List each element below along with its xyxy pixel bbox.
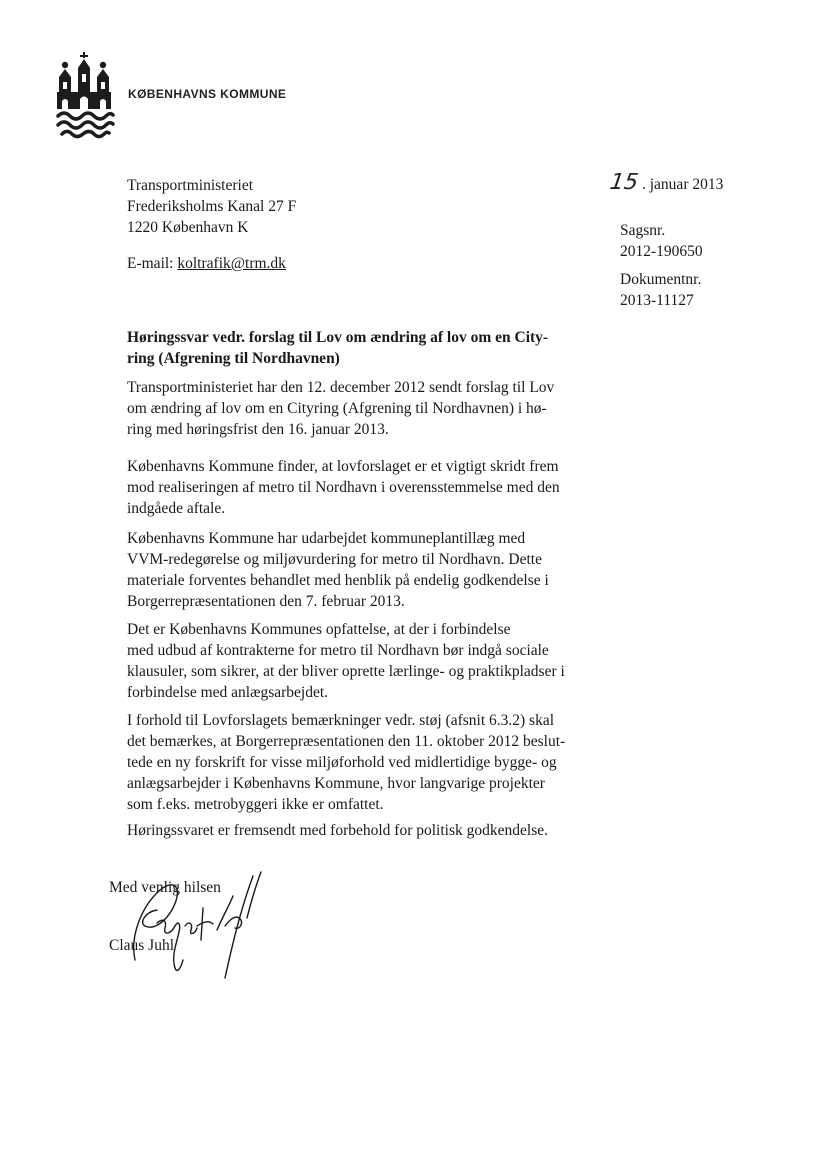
- document-number: 2013-11127: [620, 292, 694, 309]
- email-label: E-mail:: [127, 255, 174, 272]
- recipient-email: [127, 255, 286, 273]
- paragraph-line: ring med høringsfrist den 16. januar 2013.: [127, 421, 389, 438]
- paragraph-line: Det er Københavns Kommunes opfattelse, at der i forbindelse: [127, 621, 511, 638]
- body-paragraph: [127, 528, 607, 612]
- paragraph-line: I forhold til Lovforslagets bemærkninger vedr. støj (afsnit 6.3.2) skal: [127, 712, 555, 729]
- date-month-year: . januar 2013: [642, 176, 724, 193]
- paragraph-line: materiale forventes behandlet med henblik på endelig godkendelse i: [127, 572, 549, 589]
- body-paragraph: [127, 377, 607, 440]
- paragraph-line: klausuler, som sikrer, at der bliver oprette lærlinge- og praktikpladser i: [127, 663, 565, 680]
- recipient-line: Transportministeriet: [127, 177, 254, 194]
- paragraph-line: med udbud af kontrakterne for metro til Nordhavn bør indgå sociale: [127, 642, 549, 659]
- paragraph-line: Københavns Kommune finder, at lovforslaget er et vigtigt skridt frem: [127, 458, 559, 475]
- letter-subject: [127, 327, 597, 369]
- paragraph-line: anlægsarbejder i Københavns Kommune, hvor langvarige projekter: [127, 775, 545, 792]
- organization-name: KØBENHAVNS KOMMUNE: [128, 87, 287, 101]
- paragraph-line: tede en ny forskrift for visse miljøforhold ved midlertidige bygge- og: [127, 754, 557, 771]
- paragraph-line: om ændring af lov om en Cityring (Afgrening til Nordhavnen) i hø-: [127, 400, 547, 417]
- recipient-address: [127, 175, 296, 238]
- document-number-block: [620, 269, 701, 311]
- paragraph-line: mod realiseringen af metro til Nordhavn i overensstemmelse med den: [127, 479, 560, 496]
- paragraph-line: indgåede aftale.: [127, 500, 226, 517]
- paragraph-line: det bemærkes, at Borgerrepræsentationen den 11. oktober 2012 beslut-: [127, 733, 566, 750]
- body-paragraph: [127, 619, 607, 703]
- email-link[interactable]: koltrafik@trm.dk: [177, 255, 286, 272]
- subject-line: Høringssvar vedr. forslag til Lov om ændring af lov om en City-: [127, 329, 549, 346]
- closing-greeting: Med venlig hilsen: [109, 879, 221, 896]
- case-number: 2012-190650: [620, 243, 703, 260]
- paragraph-line: Borgerrepræsentationen den 7. februar 2013.: [127, 593, 405, 610]
- paragraph-line: som f.eks. metrobyggeri ikke er omfattet.: [127, 796, 384, 813]
- document-label: Dokumentnr.: [620, 271, 702, 288]
- case-number-block: [620, 220, 703, 262]
- letter-date: [610, 170, 723, 195]
- signatory-name: Claus Juhl: [109, 937, 175, 954]
- paragraph-line: Københavns Kommune har udarbejdet kommuneplantillæg med: [127, 530, 526, 547]
- recipient-line: 1220 København K: [127, 219, 249, 236]
- paragraph-line: Transportministeriet har den 12. december 2012 sendt forslag til Lov: [127, 379, 555, 396]
- paragraph-line: forbindelse med anlægsarbejdet.: [127, 684, 329, 701]
- body-paragraph: [127, 456, 607, 519]
- recipient-line: Frederiksholms Kanal 27 F: [127, 198, 297, 215]
- paragraph-line: Høringssvaret er fremsendt med forbehold for politisk godkendelse.: [127, 822, 548, 839]
- body-paragraph: [127, 820, 607, 841]
- case-label: Sagsnr.: [620, 222, 666, 239]
- handwritten-date-day: 15: [608, 170, 640, 195]
- body-paragraph: [127, 710, 607, 815]
- copenhagen-coat-of-arms-logo: [56, 52, 116, 142]
- subject-line: ring (Afgrening til Nordhavnen): [127, 350, 340, 367]
- handwritten-signature: [105, 868, 275, 983]
- paragraph-line: VVM-redegørelse og miljøvurdering for metro til Nordhavn. Dette: [127, 551, 542, 568]
